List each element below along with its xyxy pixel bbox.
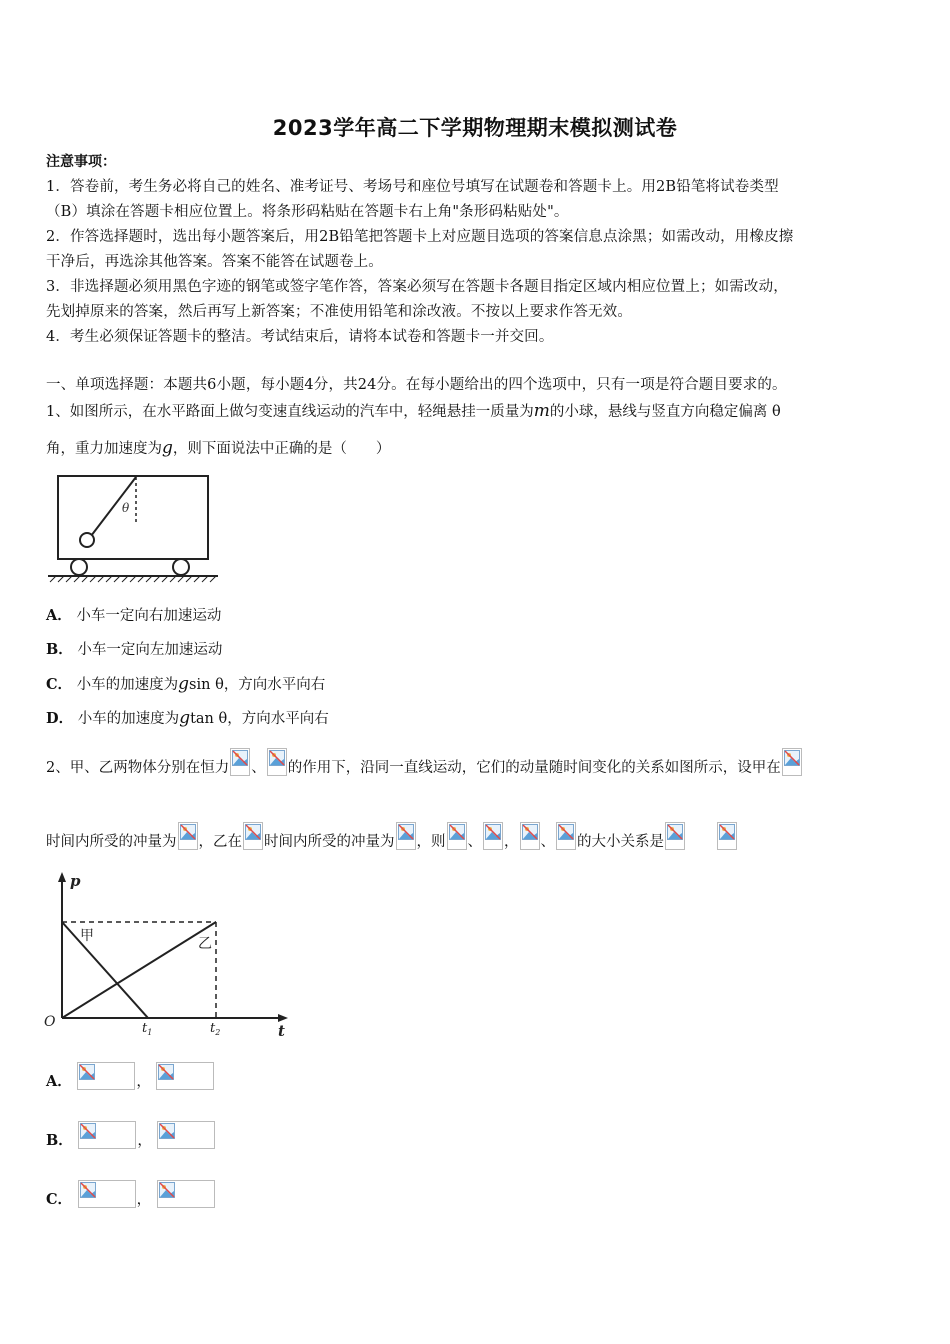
q1-option-d[interactable]: D． 小车的加速度为gtan θ，方向水平向右: [46, 708, 329, 728]
q1-option-a[interactable]: A． 小车一定向右加速运动: [46, 607, 222, 624]
cart-wheel-right: [173, 559, 189, 575]
broken-image-glyph: [159, 1123, 175, 1139]
q2-option-b[interactable]: B． ，: [46, 1121, 216, 1151]
q2-option-c[interactable]: C． ，: [46, 1180, 216, 1210]
broken-image-glyph: [719, 824, 735, 840]
pendulum-ball: [80, 533, 94, 547]
tick-t1: $t_1$: [142, 1021, 153, 1037]
broken-image-glyph: [784, 750, 800, 766]
broken-image-icon: [157, 1180, 215, 1208]
notice-line: 3．非选择题必须用黑色字迹的钢笔或签字笔作答，答案必须写在答题卡各题目指定区域内相应位置上；如需改动，: [46, 279, 788, 295]
cart-wheel-left: [71, 559, 87, 575]
broken-image-icon: [178, 822, 198, 850]
broken-image-glyph: [558, 824, 574, 840]
broken-image-icon: [782, 748, 802, 776]
broken-image-icon: [78, 1121, 136, 1149]
broken-image-glyph: [80, 1182, 96, 1198]
broken-image-icon: [156, 1062, 214, 1090]
x-axis-label: t: [278, 1022, 285, 1038]
broken-image-icon: [230, 748, 250, 776]
notice-line: （B）填涂在答题卡相应位置上。将条形码粘贴在答题卡右上角"条形码粘贴处"。: [46, 204, 569, 220]
broken-image-glyph: [667, 824, 683, 840]
q1-option-b[interactable]: B． 小车一定向左加速运动: [46, 641, 223, 658]
q2-option-a[interactable]: A． ，: [46, 1062, 215, 1092]
q2-stem-line1: 2、甲、乙两物体分别在恒力 、 的作用下，沿同一直线运动，它们的动量随时间变化的关系如图所示，设甲在: [46, 748, 803, 778]
label-jia: 甲: [80, 928, 94, 944]
broken-image-icon: [396, 822, 416, 850]
pendulum-string: [91, 477, 136, 536]
notice-line: 1．答卷前，考生务必将自己的姓名、准考证号、考场号和座位号填写在试题卷和答题卡上。用2B铅笔将试卷类型: [46, 179, 779, 195]
broken-image-glyph: [79, 1064, 95, 1080]
y-axis-label: p: [70, 872, 81, 890]
notice-line: 先划掉原来的答案，然后再写上新答案；不准使用铅笔和涂改液。不按以上要求作答无效。: [46, 304, 632, 320]
y-axis-arrow: [58, 872, 66, 882]
theta-label: θ: [122, 501, 130, 515]
q1-stem-line2: 角，重力加速度为g，则下面说法中正确的是（ ）: [46, 438, 391, 458]
origin-label: O: [44, 1014, 56, 1030]
broken-image-icon: [157, 1121, 215, 1149]
notice-heading: 注意事项：: [46, 154, 116, 170]
broken-image-glyph: [522, 824, 538, 840]
broken-image-glyph: [80, 1123, 96, 1139]
cart-pendulum-figure: [46, 470, 226, 590]
broken-image-glyph: [398, 824, 414, 840]
broken-image-icon: [556, 822, 576, 850]
broken-image-glyph: [159, 1182, 175, 1198]
broken-image-icon: [77, 1062, 135, 1090]
broken-image-glyph: [232, 750, 248, 766]
momentum-time-graph: [40, 868, 300, 1038]
broken-image-glyph: [485, 824, 501, 840]
broken-image-icon: [447, 822, 467, 850]
notice-line: 4．考生必须保证答题卡的整洁。考试结束后，请将本试卷和答题卡一并交回。: [46, 329, 554, 345]
broken-image-icon: [267, 748, 287, 776]
broken-image-glyph: [180, 824, 196, 840]
broken-image-icon: [78, 1180, 136, 1208]
q1-stem-line1: 1、如图所示，在水平路面上做匀变速直线运动的汽车中，轻绳悬挂一质量为m的小球，悬线与竖直方向稳定偏离 θ: [46, 401, 781, 421]
broken-image-icon: [243, 822, 263, 850]
broken-image-icon: [520, 822, 540, 850]
line-jia: [62, 922, 148, 1018]
broken-image-icon: [665, 822, 685, 850]
q1-option-c[interactable]: C． 小车的加速度为gsin θ，方向水平向右: [46, 674, 326, 694]
broken-image-glyph: [158, 1064, 174, 1080]
tick-t2: $t_2$: [210, 1021, 221, 1037]
broken-image-icon: [483, 822, 503, 850]
notice-line: 2．作答选择题时，选出每小题答案后，用2B铅笔把答题卡上对应题目选项的答案信息点涂黑；如需改动，用橡皮擦: [46, 229, 794, 245]
broken-image-glyph: [269, 750, 285, 766]
section-heading: 一、单项选择题：本题共6小题，每小题4分，共24分。在每小题给出的四个选项中，只有一项是符合题目要求的。: [46, 377, 787, 393]
broken-image-glyph: [449, 824, 465, 840]
cart-body: [58, 476, 208, 559]
x-axis-arrow: [278, 1014, 288, 1022]
broken-image-glyph: [245, 824, 261, 840]
q2-stem-line2: 时间内所受的冲量为 ，乙在 时间内所受的冲量为 ，则 、 ， 、 的大小关系是: [46, 822, 738, 852]
broken-image-icon: [717, 822, 737, 850]
label-yi: 乙: [198, 936, 212, 952]
page-title: 2023学年高二下学期物理期末模拟测试卷: [272, 116, 678, 140]
notice-line: 干净后，再选涂其他答案。答案不能答在试题卷上。: [46, 254, 383, 270]
